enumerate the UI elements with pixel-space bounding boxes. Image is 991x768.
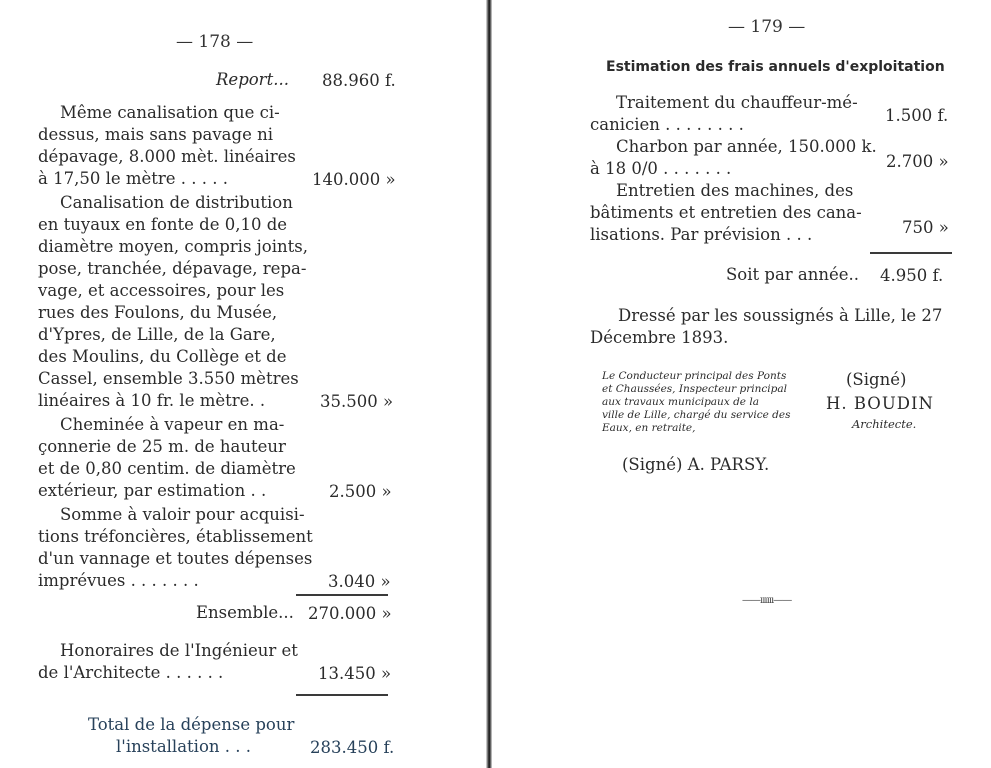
item-line: pose, tranchée, dépavage, repa- (38, 259, 307, 278)
expense-line: canicien . . . . . . . . (590, 115, 744, 134)
report-label: Report... (216, 70, 289, 89)
ornament: ——ıııııı—— (742, 595, 792, 606)
subtotal-rule (870, 252, 952, 254)
drafted-line: Dressé par les soussignés à Lille, le 27 (618, 306, 943, 325)
expense-amount: 750 » (902, 218, 949, 237)
item-line: d'un vannage et toutes dépenses (38, 549, 313, 568)
expense-line: à 18 0/0 . . . . . . . (590, 159, 732, 178)
item-line: à 17,50 le mètre . . . . . (38, 169, 228, 188)
page-number: — 179 — (728, 17, 806, 37)
item-line: dépavage, 8.000 mèt. linéaires (38, 147, 296, 166)
signer1-title-line: aux travaux municipaux de la (602, 396, 759, 408)
expense-line: bâtiments et entretien des cana- (590, 203, 862, 222)
fees-amount: 13.450 » (318, 664, 392, 683)
item-line: vage, et accessoires, pour les (38, 281, 285, 300)
item-line: Cheminée à vapeur en ma- (60, 415, 285, 434)
signer2-title: Architecte. (852, 417, 917, 431)
signer2-signed: (Signé) (846, 370, 907, 389)
item-line: dessus, mais sans pavage ni (38, 125, 273, 144)
signer1-title-line: Le Conducteur principal des Ponts (602, 370, 787, 382)
subtotal-rule (296, 594, 388, 596)
fees-line: de l'Architecte . . . . . . (38, 663, 224, 682)
right-page (492, 0, 991, 768)
item-amount: 35.500 » (320, 392, 394, 411)
expense-amount: 2.700 » (886, 152, 949, 171)
left-page (0, 0, 486, 768)
expense-line: Traitement du chauffeur-mé- (616, 93, 858, 112)
item-line: Même canalisation que ci- (60, 103, 280, 122)
total-amount: 283.450 f. (310, 738, 395, 757)
item-line: extérieur, par estimation . . (38, 481, 267, 500)
item-line: rues des Foulons, du Musée, (38, 303, 278, 322)
expense-line: Charbon par année, 150.000 k. (616, 137, 877, 156)
signer1-title-line: ville de Lille, chargé du service des (602, 409, 791, 421)
signer2-name: H. BOUDIN (826, 394, 934, 413)
item-line: en tuyaux en fonte de 0,10 de (38, 215, 288, 234)
item-line: Cassel, ensemble 3.550 mètres (38, 369, 299, 388)
total-rule (296, 694, 388, 696)
signer1-title-line: et Chaussées, Inspecteur principal (602, 383, 787, 395)
page-number: — 178 — (176, 32, 254, 52)
total-line: l'installation . . . (116, 737, 251, 756)
total-line: Total de la dépense pour (88, 715, 295, 734)
item-line: imprévues . . . . . . . (38, 571, 199, 590)
item-line: Somme à valoir pour acquisi- (60, 505, 305, 524)
item-line: et de 0,80 centim. de diamètre (38, 459, 296, 478)
item-line: des Moulins, du Collège et de (38, 347, 287, 366)
ensemble-label: Ensemble... (196, 603, 294, 622)
signer1-signature: (Signé) A. PARSY. (622, 455, 770, 474)
item-amount: 2.500 » (329, 482, 392, 501)
fees-line: Honoraires de l'Ingénieur et (60, 641, 298, 660)
ensemble-amount: 270.000 » (308, 604, 392, 623)
expense-line: Entretien des machines, des (616, 181, 854, 200)
item-line: Canalisation de distribution (60, 193, 293, 212)
per-year-label: Soit par année.. (726, 265, 860, 284)
section-heading: Estimation des frais annuels d'exploitation (606, 59, 945, 75)
item-amount: 140.000 » (312, 170, 396, 189)
item-line: tions tréfoncières, établissement (38, 527, 313, 546)
report-amount: 88.960 f. (322, 71, 396, 90)
item-line: linéaires à 10 fr. le mètre. . (38, 391, 266, 410)
expense-line: lisations. Par prévision . . . (590, 225, 813, 244)
item-amount: 3.040 » (328, 572, 391, 591)
drafted-line: Décembre 1893. (590, 328, 729, 347)
signer1-title-line: Eaux, en retraite, (602, 422, 696, 434)
per-year-amount: 4.950 f. (880, 266, 944, 285)
item-line: d'Ypres, de Lille, de la Gare, (38, 325, 276, 344)
item-line: diamètre moyen, compris joints, (38, 237, 308, 256)
item-line: çonnerie de 25 m. de hauteur (38, 437, 286, 456)
expense-amount: 1.500 f. (885, 106, 949, 125)
